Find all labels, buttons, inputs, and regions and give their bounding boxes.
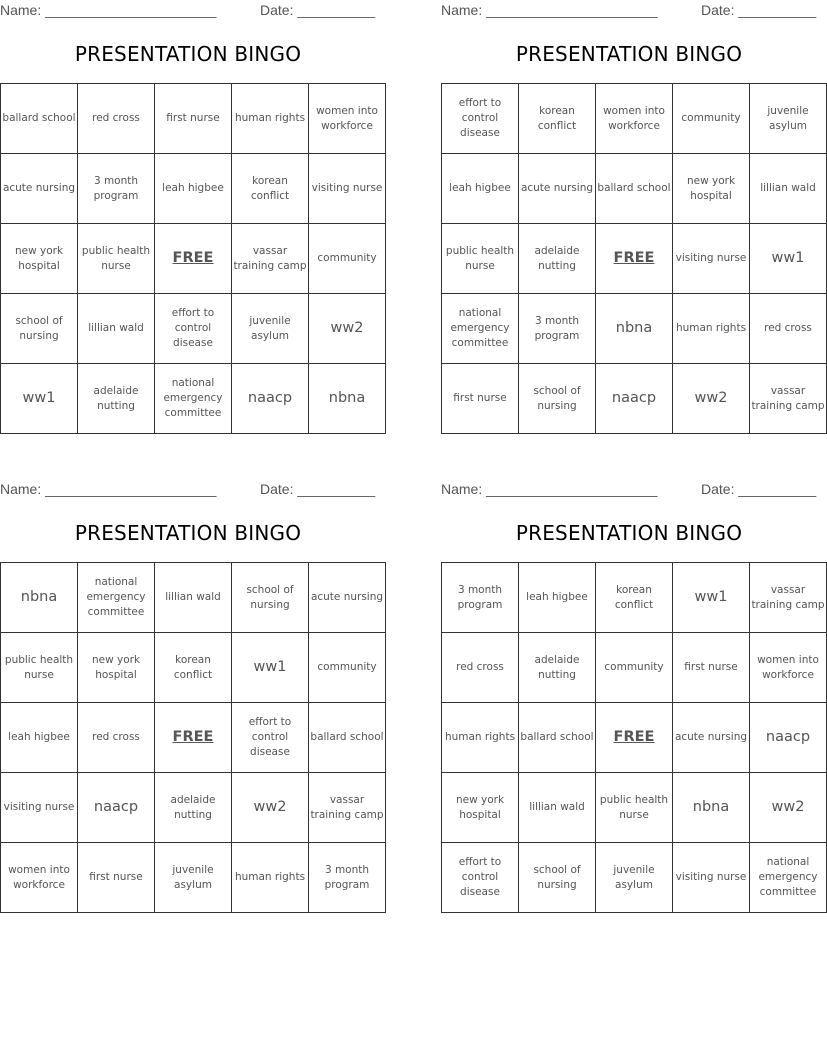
bingo-row [1,563,386,633]
date-field: Date: __________ [701,481,817,497]
bingo-cell: vassar training camp [232,224,309,294]
bingo-cell: lillian wald [750,154,827,224]
bingo-card [0,479,384,891]
bingo-cell: new york hospital [78,633,155,703]
bingo-row [442,633,827,703]
card-header [0,0,376,22]
bingo-cell: community [673,84,750,154]
bingo-cell: women into workforce [309,84,386,154]
bingo-row [1,154,386,224]
date-field: Date: __________ [260,2,376,18]
bingo-row [442,364,827,434]
bingo-cell: first nurse [78,843,155,913]
bingo-cell: leah higbee [442,154,519,224]
bingo-cell: school of nursing [1,294,78,364]
bingo-cell: public health nurse [442,224,519,294]
bingo-row [442,84,827,154]
card-header [441,479,817,501]
name-field: Name: ______________________ [0,481,217,497]
bingo-row [442,563,827,633]
bingo-grid [0,83,386,434]
bingo-cell: acute nursing [519,154,596,224]
bingo-cell: visiting nurse [673,224,750,294]
bingo-cell: visiting nurse [673,843,750,913]
bingo-cell: korean conflict [519,84,596,154]
bingo-cell: public health nurse [1,633,78,703]
bingo-cell: juvenile asylum [232,294,309,364]
bingo-cell: human rights [232,843,309,913]
bingo-row [442,294,827,364]
bingo-cell: nbna [596,294,673,364]
bingo-cell: naacp [596,364,673,434]
bingo-cell: school of nursing [519,364,596,434]
bingo-cell: 3 month program [309,843,386,913]
bingo-row [442,703,827,773]
bingo-card [441,479,825,898]
card-title: PRESENTATION BINGO [515,521,743,545]
bingo-grid [441,562,827,913]
bingo-cell: new york hospital [673,154,750,224]
bingo-cell: effort to control disease [442,843,519,913]
bingo-cell: women into workforce [596,84,673,154]
free-space-cell: FREE [596,224,673,294]
bingo-cell: lillian wald [78,294,155,364]
bingo-cell: community [309,633,386,703]
bingo-cell: juvenile asylum [750,84,827,154]
bingo-cell: acute nursing [673,703,750,773]
bingo-row [1,773,386,843]
free-space-cell: FREE [155,703,232,773]
bingo-cell: lillian wald [155,563,232,633]
bingo-cell: vassar training camp [750,563,827,633]
bingo-cell: naacp [78,773,155,843]
bingo-cell: national emergency committee [750,843,827,913]
free-space-cell: FREE [155,224,232,294]
bingo-cell: national emergency committee [442,294,519,364]
bingo-cell: adelaide nutting [519,224,596,294]
bingo-cell: effort to control disease [155,294,232,364]
bingo-cell: ww2 [750,773,827,843]
bingo-cell: ballard school [1,84,78,154]
bingo-cell: visiting nurse [1,773,78,843]
bingo-cell: leah higbee [155,154,232,224]
bingo-cell: 3 month program [442,563,519,633]
bingo-row [442,843,827,913]
date-field: Date: __________ [260,481,376,497]
card-title: PRESENTATION BINGO [74,521,302,545]
bingo-cell: naacp [750,703,827,773]
bingo-row [1,364,386,434]
bingo-cell: red cross [78,84,155,154]
bingo-row [442,224,827,294]
name-field: Name: ______________________ [441,481,658,497]
bingo-card [0,0,383,419]
bingo-cell: nbna [1,563,78,633]
bingo-cell: visiting nurse [309,154,386,224]
bingo-cell: community [596,633,673,703]
bingo-row [442,154,827,224]
bingo-cell: adelaide nutting [519,633,596,703]
bingo-cell: ww1 [673,563,750,633]
bingo-cell: school of nursing [232,563,309,633]
card-title: PRESENTATION BINGO [74,42,302,66]
bingo-cell: korean conflict [155,633,232,703]
bingo-cell: women into workforce [1,843,78,913]
bingo-cell: school of nursing [519,843,596,913]
bingo-cell: ballard school [596,154,673,224]
name-field: Name: ______________________ [441,2,658,18]
bingo-cell: ww1 [1,364,78,434]
bingo-cell: ballard school [309,703,386,773]
bingo-cell: national emergency committee [78,563,155,633]
bingo-cell: women into workforce [750,633,827,703]
card-header [0,479,376,501]
bingo-cell: adelaide nutting [78,364,155,434]
bingo-row [1,633,386,703]
bingo-cell: first nurse [673,633,750,703]
bingo-card [441,0,825,412]
bingo-cell: acute nursing [309,563,386,633]
bingo-cell: vassar training camp [750,364,827,434]
bingo-cell: ww1 [232,633,309,703]
bingo-row [1,843,386,913]
bingo-cell: community [309,224,386,294]
bingo-cell: human rights [673,294,750,364]
bingo-cell: public health nurse [78,224,155,294]
card-header [441,0,817,22]
bingo-cell: human rights [442,703,519,773]
bingo-cell: acute nursing [1,154,78,224]
bingo-cell: red cross [750,294,827,364]
bingo-cell: public health nurse [596,773,673,843]
bingo-cell: juvenile asylum [155,843,232,913]
bingo-grid [441,83,827,434]
bingo-cell: ww2 [309,294,386,364]
bingo-cell: national emergency committee [155,364,232,434]
bingo-cell: ww2 [673,364,750,434]
bingo-cell: lillian wald [519,773,596,843]
bingo-cell: leah higbee [1,703,78,773]
bingo-cell: first nurse [155,84,232,154]
bingo-cell: 3 month program [78,154,155,224]
free-space-cell: FREE [596,703,673,773]
bingo-cell: effort to control disease [232,703,309,773]
bingo-cell: first nurse [442,364,519,434]
bingo-row [1,703,386,773]
bingo-cell: vassar training camp [309,773,386,843]
bingo-cell: ww2 [232,773,309,843]
bingo-cell: effort to control disease [442,84,519,154]
bingo-cell: leah higbee [519,563,596,633]
bingo-cell: red cross [78,703,155,773]
bingo-cell: new york hospital [442,773,519,843]
bingo-row [1,294,386,364]
bingo-cell: red cross [442,633,519,703]
bingo-cell: nbna [309,364,386,434]
bingo-cell: korean conflict [596,563,673,633]
bingo-cell: naacp [232,364,309,434]
name-field: Name: ______________________ [0,2,217,18]
bingo-grid [0,562,386,913]
bingo-cell: 3 month program [519,294,596,364]
bingo-cell: korean conflict [232,154,309,224]
bingo-row [1,84,386,154]
bingo-cell: new york hospital [1,224,78,294]
date-field: Date: __________ [701,2,817,18]
bingo-cell: ww1 [750,224,827,294]
bingo-cell: ballard school [519,703,596,773]
bingo-cell: human rights [232,84,309,154]
bingo-cell: juvenile asylum [596,843,673,913]
bingo-row [1,224,386,294]
bingo-cell: adelaide nutting [155,773,232,843]
bingo-row [442,773,827,843]
card-title: PRESENTATION BINGO [515,42,743,66]
bingo-cell: nbna [673,773,750,843]
